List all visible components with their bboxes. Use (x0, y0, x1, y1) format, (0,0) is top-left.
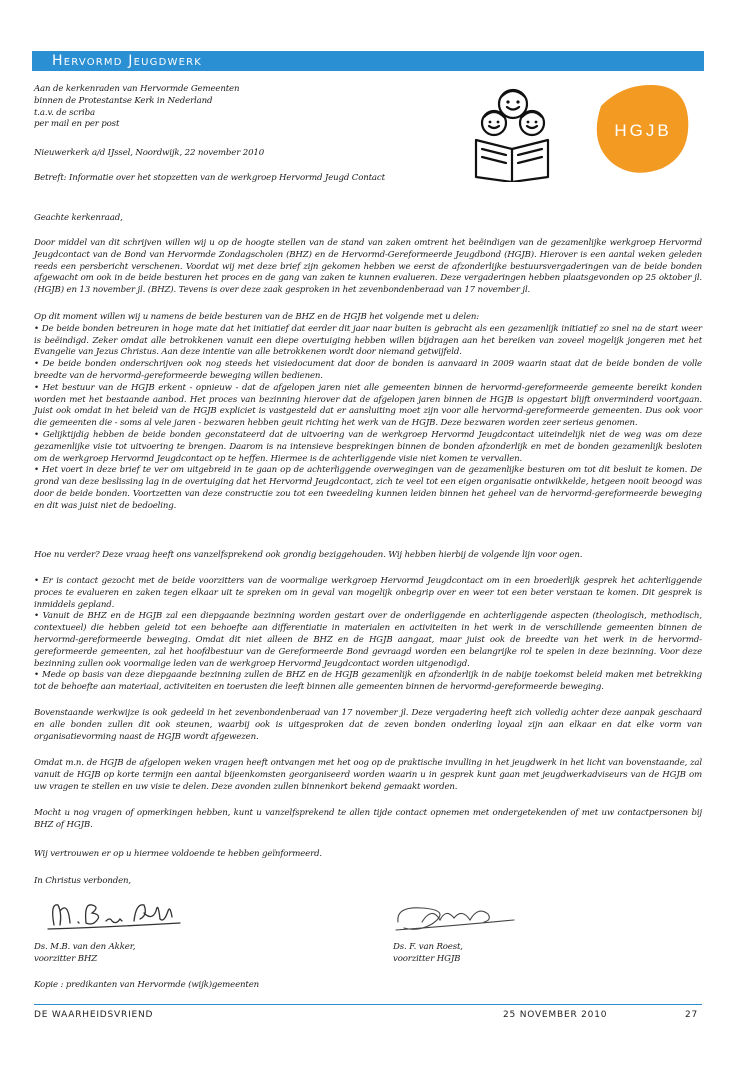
salutation: Geachte kerkenraad, (34, 213, 123, 223)
body-paragraph-trust: Wij vertrouwen er op u hiermee voldoende te hebben geïnformeerd. (34, 849, 323, 859)
address-line: t.a.v. de scriba (34, 107, 95, 118)
footer-page-number: 27 (685, 1010, 699, 1020)
signature-bhz (40, 893, 190, 935)
signatory-role: voorzitter BHZ (34, 953, 98, 964)
body-paragraph-question: Hoe nu verder? Deze vraag heeft ons vanzelfsprekend ook grondig beziggehouden. Wij hebben hierbij de volgende lijn voor ogen. (34, 550, 583, 560)
header-banner (32, 51, 704, 71)
body-paragraph-meetings: Omdat m.n. de HGJB de afgelopen weken vragen heeft ontvangen met het oog op de praktische invulling in het jeugdwerk in het licht van bovenstaande, zal vanuit de HGJB op korte termijn een aantal bijeenkomsten georganiseerd worden waarin u in gesprek kunt gaan met jeugdwerkadviseurs van de HGJB om uw vragen te stellen en uw visie te delen. Deze avonden zullen binnenkort bekend gemaakt worden. (34, 758, 702, 792)
signatory-name: Ds. M.B. van den Akker, (34, 942, 136, 952)
subject-line: Betreft: Informatie over het stopzetten van de werkgroep Hervormd Jeugd Contact (34, 173, 385, 183)
body-paragraph-intro: Door middel van dit schrijven willen wij u op de hoogte stellen van de stand van zaken omtrent het beëindigen van de gezamenlijke werkgroep Hervormd Jeugdcontact van de Bond van Hervormde Zondagscholen (BHZ) en de Hervormd-Gereformeerde Jeugdbond (HGJB). Hierover is een aantal weken geleden reeds een persbericht verschenen. Voordat wij met deze brief zijn gekomen hebben we eerst de afzonderlijke bestuursvergaderingen van de beide bonden afgewacht om ook in de beide besturen het proces en de gang van zaken te kunnen evalueren. Deze vergaderingen hebben plaatsgevonden op 25 oktober jl. (HGJB) en 13 november jl. (BHZ). Tevens is over deze zaak gesproken in het zevenbondenberaad van 17 november jl. (34, 238, 702, 296)
address-line: binnen de Protestantse Kerk in Nederland (34, 95, 213, 106)
signatory-name: Ds. F. van Roest, (393, 942, 463, 952)
copy-note: Kopie : predikanten van Hervormde (wijk)gemeenten (34, 980, 260, 990)
place-date: Nieuwerkerk a/d IJssel, Noordwijk, 22 november 2010 (34, 148, 265, 158)
address-block (34, 84, 702, 131)
body-paragraph-council: Bovenstaande werkwijze is ook gedeeld in het zevenbondenberaad van 17 november jl. Deze vergadering heeft zich volledig achter deze aanpak geschaard en alle bonden zullen dit ook steunen, waarbij ook is uitgesproken dat de zeven bonden onderling loyaal zijn aan elkaar en dat elke vorm van organisatievorming naast de HGJB wordt afgewezen. (34, 708, 702, 742)
footer-divider (34, 1004, 702, 1005)
body-paragraph-plans: • Er is contact gezocht met de beide voorzitters van de voormalige werkgroep Hervormd Jeugdcontact om in een broederlijk gesprek het achterliggende proces te evalueren en zaken tegen elkaar uit te spreken om in geval van mogelijk onbegrip over en weer tot een beter verstaan te komen. Dit gesprek is inmiddels gepland. • Vanuit de BHZ en de HGJB zal een diepgaande bezinning worden gestart over de onderliggende en achterliggende aspecten (theologisch, methodisch, contextueel) die hebben geleid tot een behoefte aan differentiatie in materialen en activiteiten in het werk in de verschillende gemeenten binnen de hervormd-gereformeerde beweging. Omdat dit niet alleen de BHZ en de HGJB aangaat, maar juist ook de breedte van het werk in de hervormd-gereformeerde gemeenten, zal het hoofdbestuur van de Gereformeerde Bond gevraagd worden een belangrijke rol te spelen in deze bezinning. Voor deze bezinning zullen ook voormalige leden van de werkgroep Hervormd Jeugdcontact worden uitgenodigd. • Mede op basis van deze diepgaande bezinning zullen de BHZ en de HGJB gezamenlijk en afzonderlijk in de nabije toekomst beleid maken met betrekking tot de behoefte aan materiaal, activiteiten en toerusten die leeft binnen alle gemeenten binnen de hervormd-gereformeerde beweging. (34, 576, 702, 693)
signature-hgjb (392, 898, 522, 938)
footer-publication: DE WAARHEIDSVRIEND (34, 1010, 154, 1020)
hgjb-logo-text: HGJB (614, 121, 672, 140)
banner-title: Hervormd Jeugdwerk (52, 53, 203, 69)
address-line: Aan de kerkenraden van Hervormde Gemeenten (34, 84, 240, 94)
signatory-bhz (34, 942, 334, 966)
signatory-hgjb (393, 942, 693, 966)
address-line: per mail en per post (34, 119, 120, 130)
signatory-role: voorzitter HGJB (393, 953, 461, 964)
footer-date: 25 NOVEMBER 2010 (503, 1010, 608, 1020)
body-paragraph-questions: Mocht u nog vragen of opmerkingen hebben, kunt u vanzelfsprekend te allen tijde contact opnemen met ondergetekenden of met uw contactpersonen bij BHZ of HGJB. (34, 808, 702, 830)
body-paragraph-points: Op dit moment willen wij u namens de beide besturen van de BHZ en de HGJB het volgende met u delen: • De beide bonden betreuren in hoge mate dat het initiatief dat eerder dit jaar naar buiten is gebracht als een gezamenlijk initiatief zo snel na de start weer is beëindigd. Zeker omdat alle betrokkenen vanuit een diepe overtuiging hebben willen bijdragen aan het bereiken van zoveel mogelijk jongeren met het Evangelie van Jezus Christus. Aan deze intentie van alle betrokkenen wordt door niemand getwijfeld. • De beide bonden onderschrijven ook nog steeds het visiedocument dat door de bonden is aanvaard in 2009 waarin staat dat de beide bonden de volle breedte van de hervormd-gereformeerde beweging willen bedienen. • Het bestuur van de HGJB erkent - opnieuw - dat de afgelopen jaren niet alle gemeenten binnen de hervormd-gereformeerde gemeente bereikt konden worden met het bestaande aanbod. Het proces van bezinning hierover dat de afgelopen jaren binnen de HGJB is opgestart blijft onverminderd voortgaan. Juist ook omdat in het beleid van de HGJB expliciet is vastgesteld dat er aansluiting moet zijn voor alle hervormd-gereformeerde gemeenten. Dus ook voor die gemeenten die - soms al vele jaren - bezwaren hebben geuit richting het werk van de HGJB. Deze bezwaren worden zeer serieus genomen. • Gelijktijdig hebben de beide bonden geconstateerd dat de uitvoering van de werkgroep Hervormd Jeugdcontact uiteindelijk niet de weg was om deze gezamenlijke visie tot uitvoering te brengen. Daarom is na intensieve besprekingen binnen de bonden afzonderlijk en met de bonden gezamenlijk besloten om de werkgroep Hervormd Jeugdcontact op te heffen. Hiermee is de achterliggende visie niet komen te vervallen. • Het voert in deze brief te ver om uitgebreid in te gaan op de achterliggende overwegingen van de gezamenlijke besturen om tot dit besluit te komen. De grond van deze beslissing lag in de overtuiging dat het Hervormd Jeugdcontact, zich te veel tot een eigen organisatie ontwikkelde, hetgeen nooit beoogd was door de beide bonden. Voortzetten van deze constructie zou tot een tweedeling kunnen leiden binnen het geheel van de hervormd-gereformeerde beweging en dit was juist niet de bedoeling. (34, 312, 702, 511)
closing: In Christus verbonden, (34, 876, 131, 886)
